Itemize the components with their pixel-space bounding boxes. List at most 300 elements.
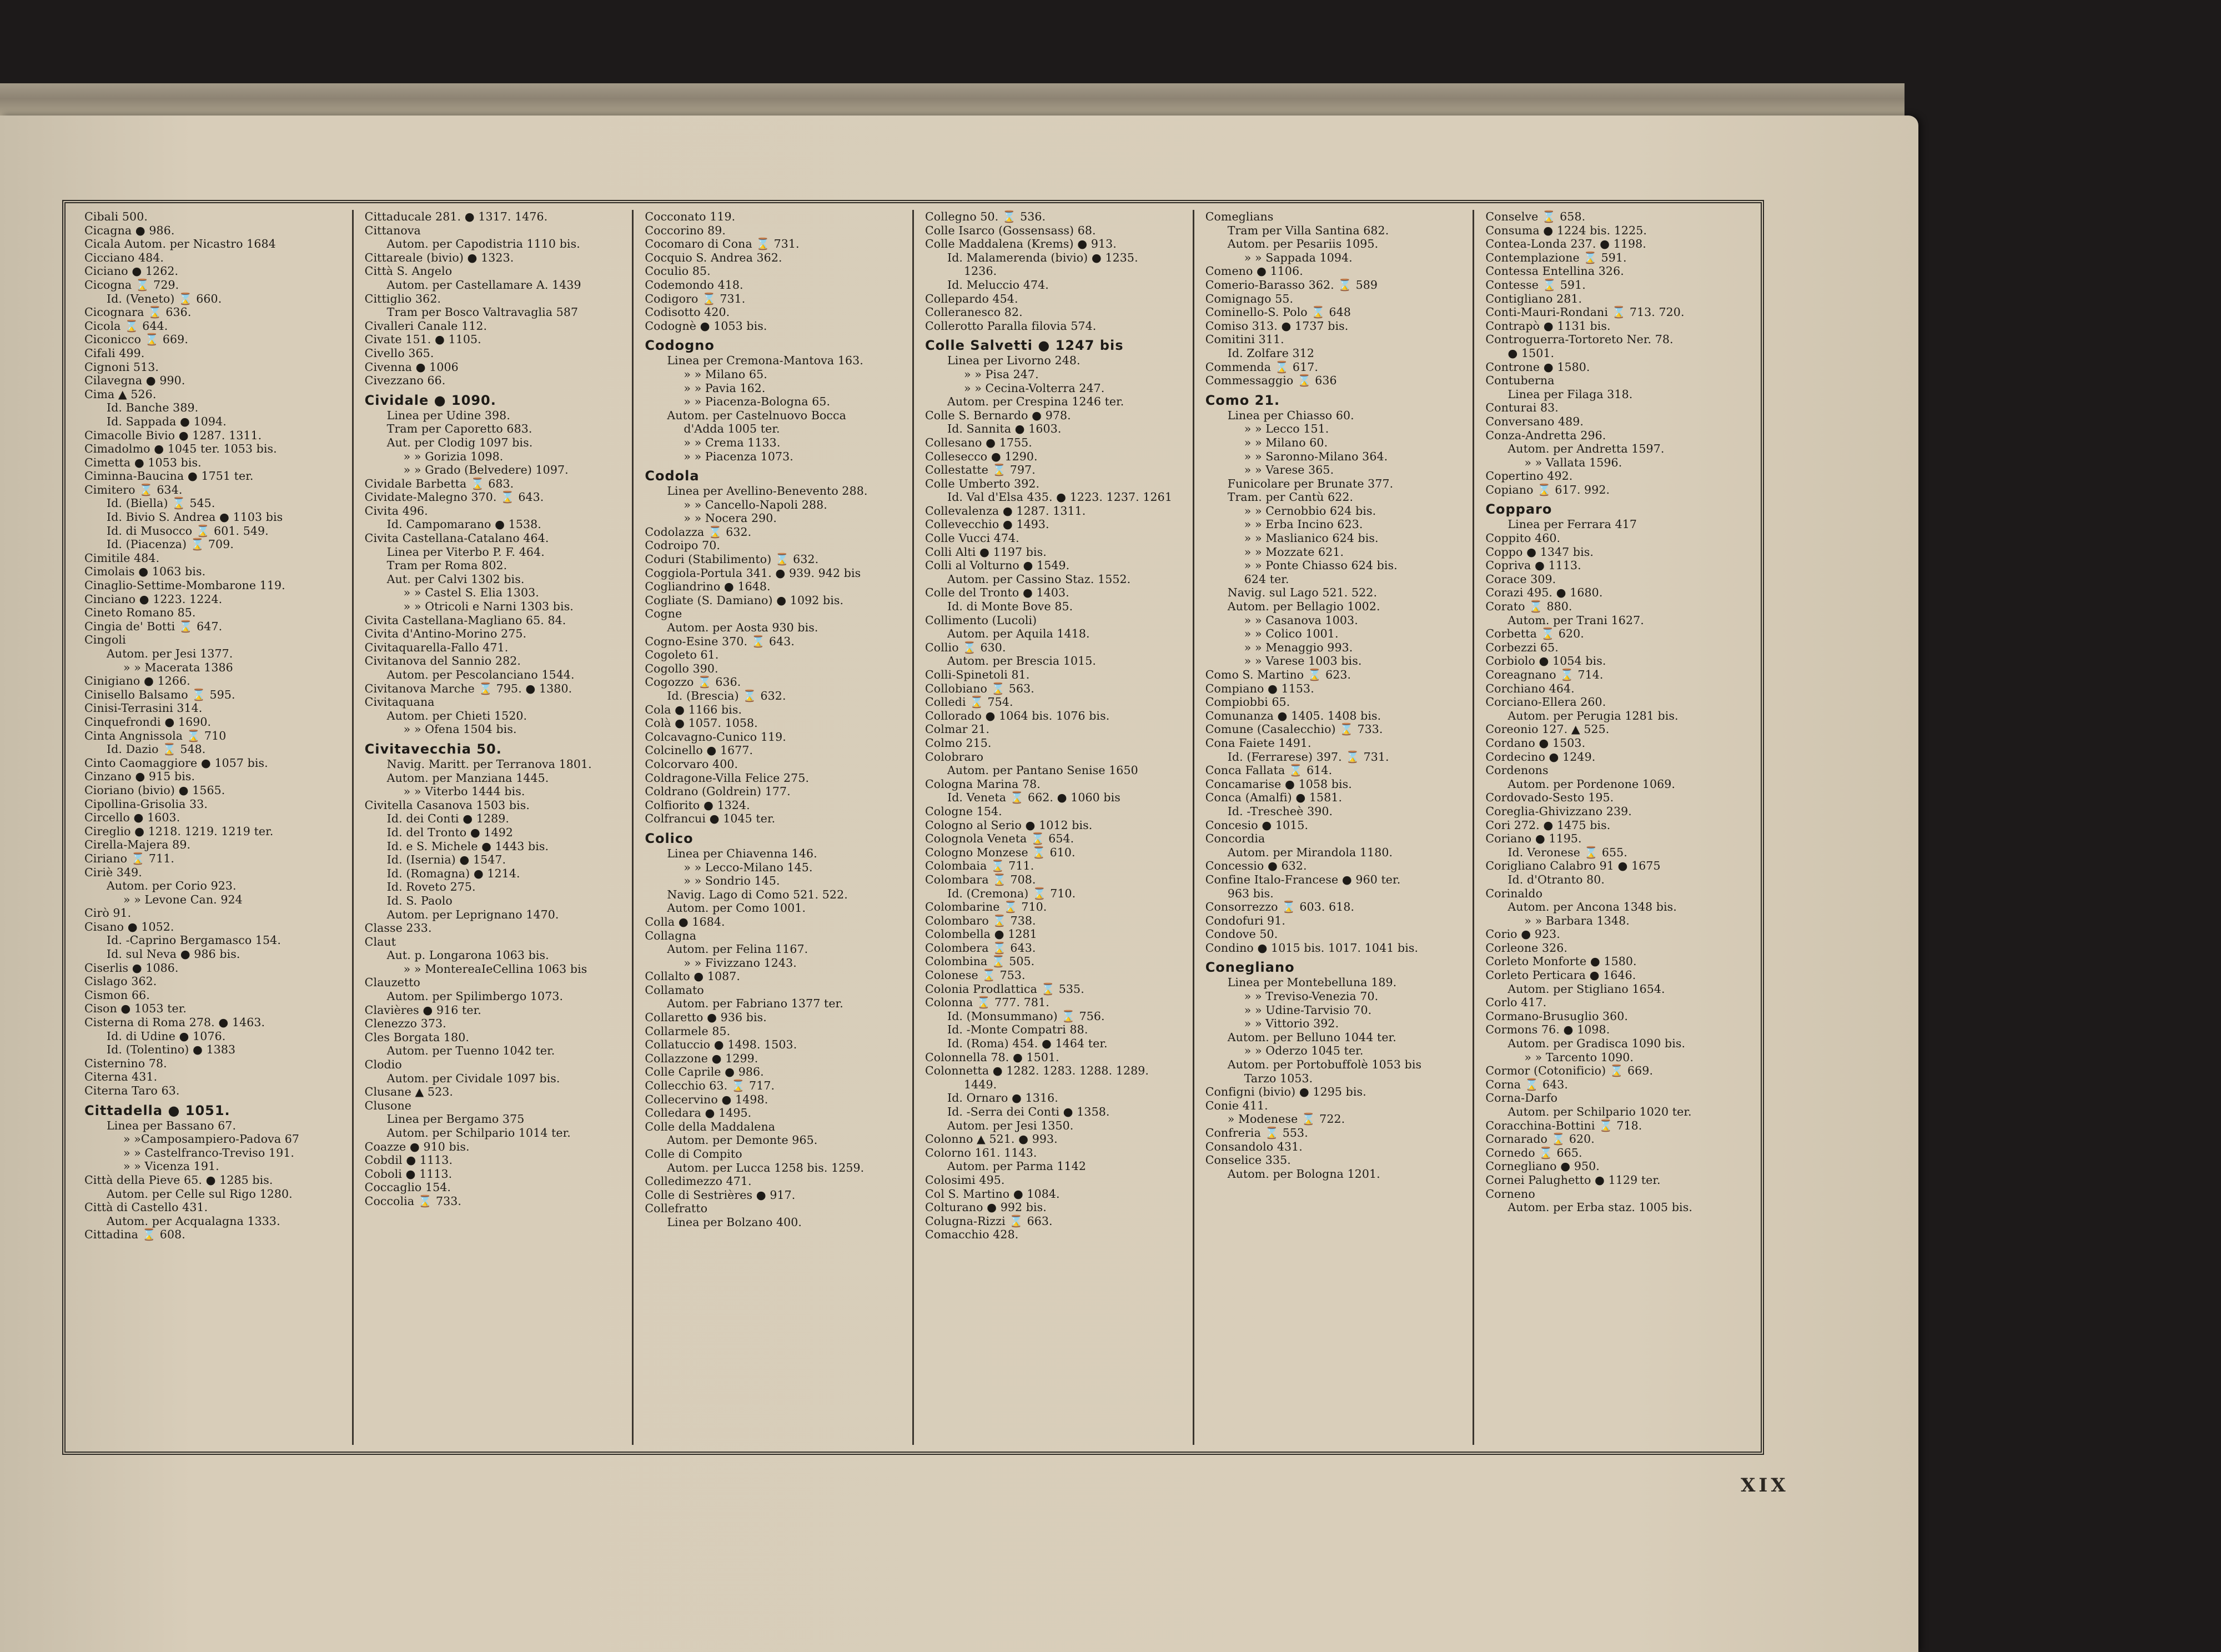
index-entry: Colobraro	[925, 750, 984, 764]
index-entry: Linea per Avellino-Benevento 288.	[667, 484, 868, 498]
index-entry: 1449.	[964, 1077, 997, 1091]
index-entry: Claut	[364, 935, 396, 948]
index-entry: Linea per Bergamo 375	[386, 1112, 525, 1126]
index-entry: Colle Umberto 392.	[925, 476, 1040, 490]
index-entry: 1236.	[964, 264, 997, 278]
index-entry: Id. Veneta ⌛ 662. ● 1060 bis	[947, 791, 1120, 805]
index-entry: Cisano ● 1052.	[84, 920, 174, 933]
index-entry: Cicagna ● 986.	[84, 223, 175, 237]
station-heading: Copparo	[1485, 501, 1552, 518]
index-entry: Codognè ● 1053 bis.	[645, 319, 767, 333]
index-entry: » » Macerata 1386	[123, 660, 233, 674]
index-entry: Controne ● 1580.	[1485, 360, 1590, 374]
index-entry: Conturai 83.	[1485, 401, 1559, 415]
index-entry: » » Vittorio 392.	[1244, 1017, 1339, 1031]
index-entry: Cormons 76. ● 1098.	[1485, 1023, 1610, 1037]
index-entry: Autom. per Manziana 1445.	[386, 771, 549, 785]
index-entry: Collesecco ● 1290.	[925, 449, 1038, 463]
index-entry: Cogollo 390.	[645, 661, 718, 675]
index-entry: Cocomaro di Cona ⌛ 731.	[645, 237, 800, 251]
index-entry: Comignago 55.	[1205, 292, 1294, 305]
index-entry: Citerna Taro 63.	[84, 1084, 180, 1097]
index-entry: ● 1501.	[1508, 346, 1555, 360]
index-entry: Id. -Caprino Bergamasco 154.	[107, 933, 281, 947]
index-entry: Cogliate (S. Damiano) ● 1092 bis.	[645, 593, 844, 607]
index-entry: Cirò 91.	[84, 906, 132, 920]
index-entry: » » Tarcento 1090.	[1524, 1050, 1634, 1064]
index-entry: Cignoni 513.	[84, 360, 159, 374]
index-entry: » » MontereaIeCellina 1063 bis	[403, 962, 587, 976]
index-entry: Id. (Roma) 454. ● 1464 ter.	[947, 1037, 1108, 1051]
index-entry: Collorado ● 1064 bis. 1076 bis.	[925, 709, 1110, 722]
index-entry: Id. -Serra dei Conti ● 1358.	[947, 1105, 1110, 1118]
index-column-6	[1474, 210, 1753, 1445]
index-entry: Cologno Monzese ⌛ 610.	[925, 845, 1076, 859]
index-entry: Città della Pieve 65. ● 1285 bis.	[84, 1173, 273, 1187]
index-entry: Cinisello Balsamo ⌛ 595.	[84, 687, 235, 701]
index-entry: Civalleri Canale 112.	[364, 319, 488, 333]
index-entry: » » Lecco-Milano 145.	[684, 860, 813, 874]
index-entry: Autom. per Stigliano 1654.	[1508, 982, 1665, 996]
index-entry: Civate 151. ● 1105.	[364, 333, 481, 347]
index-entry: Colledimezzo 471.	[645, 1174, 752, 1188]
index-entry: Cornegliano ● 950.	[1485, 1159, 1600, 1173]
index-entry: Condino ● 1015 bis. 1017. 1041 bis.	[1205, 941, 1419, 955]
index-entry: Autom. per Pescolanciano 1544.	[386, 668, 575, 681]
index-entry: Cingoli	[84, 633, 126, 647]
index-entry: Cismon 66.	[84, 988, 150, 1002]
index-entry: Linea per Chiavenna 146.	[667, 846, 817, 860]
index-entry: Cimacolle Bivio ● 1287. 1311.	[84, 428, 262, 442]
index-entry: » » Piacenza-Bologna 65.	[684, 395, 831, 409]
index-entry: Id. (Brescia) ⌛ 632.	[667, 689, 786, 702]
index-entry: » » Pavia 162.	[684, 381, 766, 395]
index-entry: Autom. per Cividale 1097 bis.	[386, 1071, 560, 1085]
index-entry: Consuma ● 1224 bis. 1225.	[1485, 223, 1647, 237]
index-entry: Linea per Montebelluna 189.	[1227, 976, 1397, 990]
index-entry: Collesano ● 1755.	[925, 435, 1032, 449]
index-entry: » »Camposampiero-Padova 67	[123, 1132, 300, 1146]
index-entry: Colla ● 1684.	[645, 915, 725, 928]
index-entry: Autom. per Gradisca 1090 bis.	[1508, 1037, 1686, 1051]
index-entry: Cordano ● 1503.	[1485, 736, 1586, 750]
index-entry: Condove 50.	[1205, 927, 1278, 941]
index-entry: » » Casanova 1003.	[1244, 613, 1358, 627]
index-entry: Coggiola-Portula 341. ● 939. 942 bis	[645, 566, 861, 580]
index-entry: Cocquio S. Andrea 362.	[645, 250, 782, 264]
index-entry: Clusane ▲ 523.	[364, 1085, 454, 1099]
index-entry: Coduri (Stabilimento) ⌛ 632.	[645, 553, 819, 566]
index-entry: Collio ⌛ 630.	[925, 640, 1006, 654]
index-entry: Conca (Amalfi) ● 1581.	[1205, 791, 1343, 805]
index-entry: Linea per Livorno 248.	[947, 354, 1081, 368]
index-entry: » » Cecina-Volterra 247.	[964, 381, 1105, 395]
index-entry: » » Levone Can. 924	[123, 892, 243, 906]
index-entry: Condofuri 91.	[1205, 913, 1285, 927]
index-entry: Collecchio 63. ⌛ 717.	[645, 1079, 775, 1093]
index-entry: Autom. per Capodistria 1110 bis.	[386, 237, 580, 251]
index-entry: Corazi 495. ● 1680.	[1485, 586, 1603, 600]
index-entry: Colledara ● 1495.	[645, 1106, 752, 1120]
index-entry: Autom. per Aosta 930 bis.	[667, 621, 818, 635]
index-entry: » » Castelfranco-Treviso 191.	[123, 1146, 294, 1159]
index-entry: Colombera ⌛ 643.	[925, 941, 1036, 955]
index-entry: Autom. per Castelnuovo Bocca	[667, 408, 846, 422]
index-entry: Cima ▲ 526.	[84, 387, 157, 401]
index-entry: Commenda ⌛ 617.	[1205, 360, 1318, 374]
index-entry: Colognola Veneta ⌛ 654.	[925, 832, 1074, 846]
index-entry: Cimolais ● 1063 bis.	[84, 565, 206, 579]
index-entry: Linea per Bolzano 400.	[667, 1215, 802, 1229]
index-entry: » » Menaggio 993.	[1244, 640, 1353, 654]
station-heading: Conegliano	[1205, 960, 1295, 976]
index-entry: Collarmele 85.	[645, 1024, 731, 1038]
index-entry: Id. Roveto 275.	[386, 880, 476, 894]
index-entry: Cormano-Brusuglio 360.	[1485, 1009, 1629, 1023]
index-entry: Colombara ⌛ 708.	[925, 872, 1036, 886]
index-entry: Cireglio ● 1218. 1219. 1219 ter.	[84, 824, 274, 838]
index-entry: » » Lecco 151.	[1244, 422, 1329, 436]
index-entry: Autom. per Jesi 1350.	[947, 1118, 1074, 1132]
index-entry: Clenezzo 373.	[364, 1017, 446, 1031]
book-page-edges	[0, 83, 1905, 119]
index-entry: Corna ⌛ 643.	[1485, 1077, 1569, 1091]
index-entry: Colle Caprile ● 986.	[645, 1065, 764, 1079]
index-entry: Codolazza ⌛ 632.	[645, 525, 752, 539]
index-entry: » » Grado (Belvedere) 1097.	[403, 463, 569, 477]
index-entry: Colosimi 495.	[925, 1173, 1005, 1187]
index-entry: Cogozzo ⌛ 636.	[645, 675, 741, 689]
index-entry: Id. Ornaro ● 1316.	[947, 1091, 1058, 1105]
index-entry: Id. e S. Michele ● 1443 bis.	[386, 839, 549, 853]
index-entry: Colonese ⌛ 753.	[925, 968, 1026, 982]
index-entry: Colli al Volturno ● 1549.	[925, 559, 1070, 573]
index-entry: Id. (Tolentino) ● 1383	[107, 1043, 236, 1057]
index-entry: Autom. per Aquila 1418.	[947, 627, 1090, 641]
index-entry: Cittaducale 281. ● 1317. 1476.	[364, 210, 548, 223]
index-entry: Autom. per Crespina 1246 ter.	[947, 395, 1124, 409]
index-entry: Compiobbi 65.	[1205, 695, 1290, 709]
index-entry: Id. Banche 389.	[107, 401, 199, 415]
index-entry: Linea per Ferrara 417	[1508, 518, 1637, 531]
index-entry: Id. Val d'Elsa 435. ● 1223. 1237. 1261	[947, 490, 1172, 504]
index-entry: Cologne 154.	[925, 804, 1002, 818]
index-entry: Id. S. Paolo	[386, 893, 453, 907]
index-entry: Id. Meluccio 474.	[947, 278, 1049, 292]
index-entry: » » Milano 60.	[1244, 435, 1328, 449]
index-entry: Coccorino 89.	[645, 223, 726, 237]
index-entry: Collalto ● 1087.	[645, 970, 741, 983]
index-entry: Colombaia ⌛ 711.	[925, 859, 1034, 873]
index-entry: Controguerra-Tortoreto Ner. 78.	[1485, 333, 1674, 347]
index-entry: Cividate-Malegno 370. ⌛ 643.	[364, 490, 544, 504]
index-entry: Autom. per Parma 1142	[947, 1159, 1086, 1173]
index-entry: Id. -Monte Compatri 88.	[947, 1023, 1088, 1037]
index-entry: » » Varese 365.	[1244, 463, 1334, 477]
index-entry: Corleto Perticara ● 1646.	[1485, 968, 1636, 982]
index-entry: Colle del Tronto ● 1403.	[925, 586, 1069, 600]
index-entry: Cogno-Esine 370. ⌛ 643.	[645, 634, 795, 648]
index-entry: Collevalenza ● 1287. 1311.	[925, 504, 1086, 518]
index-entry: Cinquefrondi ● 1690.	[84, 715, 212, 729]
index-column-5	[1194, 210, 1475, 1445]
index-entry: Coracchina-Bottini ⌛ 718.	[1485, 1118, 1642, 1132]
index-entry: Colombella ● 1281	[925, 927, 1037, 941]
index-entry: Funicolare per Brunate 377.	[1227, 476, 1394, 490]
index-entry: Corato ⌛ 880.	[1485, 600, 1572, 614]
index-entry: Autom. per Leprignano 1470.	[386, 907, 559, 921]
index-entry: Autom. per Erba staz. 1005 bis.	[1508, 1201, 1692, 1214]
index-entry: Consandolo 431.	[1205, 1139, 1303, 1153]
index-columns	[73, 210, 1753, 1445]
index-entry: Collecervino ● 1498.	[645, 1092, 768, 1106]
index-entry: Corigliano Calabro 91 ● 1675	[1485, 859, 1661, 873]
index-entry: Civita 496.	[364, 504, 428, 518]
index-entry: Codroipo 70.	[645, 539, 720, 553]
index-entry: Cona Faiete 1491.	[1205, 736, 1312, 750]
index-entry: Ciciano ● 1262.	[84, 264, 179, 278]
index-entry: Corneno	[1485, 1187, 1535, 1201]
index-entry: Colorno 161. 1143.	[925, 1146, 1037, 1159]
index-entry: Confine Italo-Francese ● 960 ter.	[1205, 872, 1401, 886]
index-entry: Contea-Londa 237. ● 1198.	[1485, 237, 1646, 251]
station-heading: Colle Salvetti ● 1247 bis	[925, 338, 1124, 354]
index-entry: Cittareale (bivio) ● 1323.	[364, 250, 514, 264]
index-entry: Cominello-S. Polo ⌛ 648	[1205, 305, 1351, 319]
index-entry: Cormor (Cotonificio) ⌛ 669.	[1485, 1064, 1654, 1078]
index-entry: Conselice 335.	[1205, 1153, 1291, 1167]
index-entry: » » Varese 1003 bis.	[1244, 654, 1362, 668]
index-entry: Conversano 489.	[1485, 414, 1584, 428]
index-entry: Cinzano ● 915 bis.	[84, 770, 195, 784]
index-entry: Cimadolmo ● 1045 ter. 1053 bis.	[84, 442, 277, 456]
index-entry: Corbetta ⌛ 620.	[1485, 627, 1584, 641]
index-entry: Colle Vucci 474.	[925, 531, 1019, 545]
index-entry: Linea per Filaga 318.	[1508, 387, 1633, 401]
index-entry: Cimitero ⌛ 634.	[84, 483, 183, 496]
index-entry: Colmar 21.	[925, 722, 990, 736]
station-heading: Cividale ● 1090.	[364, 392, 496, 408]
index-entry: Collatuccio ● 1498. 1503.	[645, 1038, 797, 1052]
index-entry: » » Pisa 247.	[964, 367, 1039, 381]
index-entry: Tram per Roma 802.	[386, 559, 507, 573]
index-entry: Colmo 215.	[925, 736, 992, 750]
index-entry: Id. Malamerenda (bivio) ● 1235.	[947, 250, 1138, 264]
index-entry: Colfiorito ● 1324.	[645, 798, 750, 812]
index-entry: Colonnetta ● 1282. 1283. 1288. 1289.	[925, 1064, 1149, 1078]
index-entry: Colcavagno-Cunico 119.	[645, 730, 786, 744]
index-entry: Colledi ⌛ 754.	[925, 695, 1013, 709]
index-entry: Aut. p. Longarona 1063 bis.	[386, 948, 549, 962]
index-entry: Civitanova del Sannio 282.	[364, 654, 521, 668]
index-entry: Autom. per Pordenone 1069.	[1508, 777, 1676, 791]
index-entry: Autom. per Portobuffolè 1053 bis	[1227, 1058, 1422, 1072]
index-entry: Conti-Mauri-Rondani ⌛ 713. 720.	[1485, 305, 1685, 319]
index-entry: » » Vallata 1596.	[1524, 455, 1622, 469]
index-entry: Comeglians	[1205, 210, 1274, 223]
index-entry: Cisterna di Roma 278. ● 1463.	[84, 1016, 265, 1030]
index-entry: » » Viterbo 1444 bis.	[403, 785, 525, 799]
index-entry: Ciminna-Baucina ● 1751 ter.	[84, 469, 254, 483]
index-entry: Autom. per Acqualagna 1333.	[107, 1214, 280, 1228]
index-entry: Cittanova	[364, 223, 421, 237]
index-entry: Colcorvaro 400.	[645, 757, 738, 771]
index-entry: Autom. per Demonte 965.	[667, 1133, 818, 1147]
index-entry: Cinciano ● 1223. 1224.	[84, 592, 223, 606]
index-entry: Civita Castellana-Catalano 464.	[364, 531, 549, 545]
index-entry: » » Ofena 1504 bis.	[403, 722, 517, 736]
index-entry: Cinaglio-Settime-Mombarone 119.	[84, 579, 285, 592]
index-entry: Coldrano (Goldrein) 177.	[645, 785, 791, 799]
index-entry: Cogne	[645, 607, 682, 621]
index-entry: Cornedo ⌛ 665.	[1485, 1146, 1582, 1159]
index-entry: Autom. per Celle sul Rigo 1280.	[107, 1187, 293, 1201]
index-entry: Cineto Romano 85.	[84, 606, 196, 620]
index-entry: Id. di Udine ● 1076.	[107, 1029, 226, 1043]
index-entry: » » Piacenza 1073.	[684, 449, 793, 463]
index-entry: Autom. per Lucca 1258 bis. 1259.	[667, 1161, 865, 1174]
index-entry: Cori 272. ● 1475 bis.	[1485, 818, 1611, 832]
index-entry: Cinta Angnissola ⌛ 710	[84, 729, 227, 742]
index-entry: Clavières ● 916 ter.	[364, 1003, 481, 1017]
index-entry: Cisternino 78.	[84, 1056, 167, 1070]
index-entry: Concessio ● 632.	[1205, 859, 1307, 873]
index-entry: Coldragone-Villa Felice 275.	[645, 771, 810, 785]
index-entry: Commessaggio ⌛ 636	[1205, 374, 1337, 388]
index-entry: d'Adda 1005 ter.	[684, 422, 780, 436]
index-entry: » » Sappada 1094.	[1244, 250, 1353, 264]
index-entry: Cilavegna ● 990.	[84, 374, 185, 388]
index-entry: Clodio	[364, 1058, 402, 1072]
index-entry: Colonno ▲ 521. ● 993.	[925, 1132, 1058, 1146]
index-entry: Colombarine ⌛ 710.	[925, 900, 1047, 914]
index-entry: Id. Campomarano ● 1538.	[386, 518, 541, 531]
index-entry: Cirella-Majera 89.	[84, 838, 191, 852]
index-entry: Coculio 85.	[645, 264, 711, 278]
index-entry: Autom. per Bellagio 1002.	[1227, 600, 1380, 614]
index-entry: » » Maslianico 624 bis.	[1244, 531, 1379, 545]
index-entry: Cividale Barbetta ⌛ 683.	[364, 476, 514, 490]
index-entry: Civita d'Antino-Morino 275.	[364, 627, 527, 641]
index-entry: Corchiano 464.	[1485, 681, 1575, 695]
index-entry: » » Milano 65.	[684, 367, 767, 381]
index-entry: Collerotto Paralla filovia 574.	[925, 319, 1097, 333]
index-entry: Conie 411.	[1205, 1098, 1268, 1112]
page-number: XIX	[1741, 1474, 1789, 1497]
index-entry: Coazze ● 910 bis.	[364, 1139, 470, 1153]
index-entry: Corleto Monforte ● 1580.	[1485, 955, 1637, 968]
index-entry: Consorrezzo ⌛ 603. 618.	[1205, 900, 1355, 914]
index-entry: Colle di Compito	[645, 1147, 742, 1161]
index-entry: » » Mozzate 621.	[1244, 545, 1344, 559]
index-entry: Concamarise ● 1058 bis.	[1205, 777, 1352, 791]
index-entry: Corciano-Ellera 260.	[1485, 695, 1606, 709]
index-entry: Tarzo 1053.	[1244, 1071, 1313, 1085]
index-entry: Ciriè 349.	[84, 865, 142, 879]
index-entry: Cocconato 119.	[645, 210, 736, 223]
index-entry: Corbiolo ● 1054 bis.	[1485, 654, 1606, 668]
index-entry: Linea per Udine 398.	[386, 408, 510, 422]
index-entry: Copertino 492.	[1485, 469, 1573, 483]
index-entry: Id. -Trescheè 390.	[1227, 804, 1333, 818]
index-entry: Cobdil ● 1113.	[364, 1153, 453, 1167]
index-entry: Contuberna	[1485, 374, 1555, 388]
index-entry: Città S. Angelo	[364, 264, 453, 278]
index-entry: » » Cernobbio 624 bis.	[1244, 504, 1376, 518]
index-entry: Cittiglio 362.	[364, 292, 441, 305]
index-entry: Confreria ⌛ 553.	[1205, 1126, 1308, 1139]
index-entry: » Modenese ⌛ 722.	[1227, 1112, 1345, 1126]
index-entry: Autom. per Bologna 1201.	[1227, 1167, 1380, 1181]
station-heading: Como 21.	[1205, 392, 1280, 408]
index-entry: Id. (Piacenza) ⌛ 709.	[107, 538, 234, 551]
index-entry: Coccolia ⌛ 733.	[364, 1194, 462, 1208]
index-entry: » » Nocera 290.	[684, 511, 777, 525]
index-entry: Collefratto	[645, 1202, 708, 1216]
index-entry: Colle S. Bernardo ● 978.	[925, 408, 1071, 422]
index-entry: Colcinello ● 1677.	[645, 744, 753, 757]
index-entry: Colli Alti ● 1197 bis.	[925, 545, 1047, 559]
index-entry: Cibali 500.	[84, 210, 148, 223]
index-entry: Civitanova Marche ⌛ 795. ● 1380.	[364, 681, 572, 695]
index-entry: Contessa Entellina 326.	[1485, 264, 1624, 278]
index-entry: Linea per Chiasso 60.	[1227, 408, 1354, 422]
index-entry: Autom. per Fabriano 1377 ter.	[667, 997, 843, 1011]
index-entry: Corace 309.	[1485, 572, 1556, 586]
index-entry: » » Udine-Tarvisio 70.	[1244, 1003, 1372, 1017]
index-entry: Collaretto ● 936 bis.	[645, 1011, 767, 1025]
index-entry: Colle Maddalena (Krems) ● 913.	[925, 237, 1117, 251]
index-entry: Id. (Romagna) ● 1214.	[386, 866, 520, 880]
index-entry: Cologno al Serio ● 1012 bis.	[925, 818, 1093, 832]
index-entry: Cioriano (bivio) ● 1565.	[84, 783, 225, 797]
index-entry: Corleone 326.	[1485, 941, 1568, 955]
index-entry: Id. Dazio ⌛ 548.	[107, 742, 206, 756]
index-entry: Cimitile 484.	[84, 551, 160, 565]
index-entry: » » Ponte Chiasso 624 bis.	[1244, 559, 1398, 573]
index-entry: Autom. per Schilpario 1020 ter.	[1508, 1105, 1692, 1118]
index-entry: Id. (Isernia) ● 1547.	[386, 853, 506, 867]
index-entry: Colonna ⌛ 777. 781.	[925, 996, 1049, 1010]
index-entry: Id. del Tronto ● 1492	[386, 825, 514, 839]
station-heading: Civitavecchia 50.	[364, 741, 502, 757]
index-entry: Corinaldo	[1485, 886, 1543, 900]
index-entry: Cordecino ● 1249.	[1485, 750, 1596, 764]
index-entry: Comune (Casalecchio) ⌛ 733.	[1205, 722, 1383, 736]
index-entry: Coriano ● 1195.	[1485, 832, 1582, 846]
index-entry: Cislago 362.	[84, 975, 157, 988]
index-entry: Autom. per Brescia 1015.	[947, 654, 1097, 668]
index-entry: Configni (bivio) ● 1295 bis.	[1205, 1085, 1366, 1099]
index-entry: Collazzone ● 1299.	[645, 1051, 758, 1065]
index-entry: Cordenons	[1485, 764, 1549, 777]
index-entry: Corbezzi 65.	[1485, 640, 1559, 654]
index-entry: Comerio-Barasso 362. ⌛ 589	[1205, 278, 1378, 292]
index-entry: Autom. per Spilimbergo 1073.	[386, 990, 564, 1003]
index-entry: Collegno 50. ⌛ 536.	[925, 210, 1046, 223]
index-entry: » » Oderzo 1045 ter.	[1244, 1044, 1364, 1058]
index-entry: Autom. per Felina 1167.	[667, 942, 808, 956]
index-entry: Cogoleto 61.	[645, 648, 719, 662]
index-entry: Id. Zolfare 312	[1227, 346, 1314, 360]
index-entry: Cicogna ⌛ 729.	[84, 278, 179, 292]
station-heading: Codogno	[645, 338, 715, 354]
index-entry: Comacchio 428.	[925, 1228, 1019, 1242]
index-entry: Contemplazione ⌛ 591.	[1485, 250, 1627, 264]
index-column-3	[634, 210, 914, 1445]
index-entry: Cicala Autom. per Nicastro 1684	[84, 237, 276, 251]
index-entry: Id. dei Conti ● 1289.	[386, 812, 509, 826]
